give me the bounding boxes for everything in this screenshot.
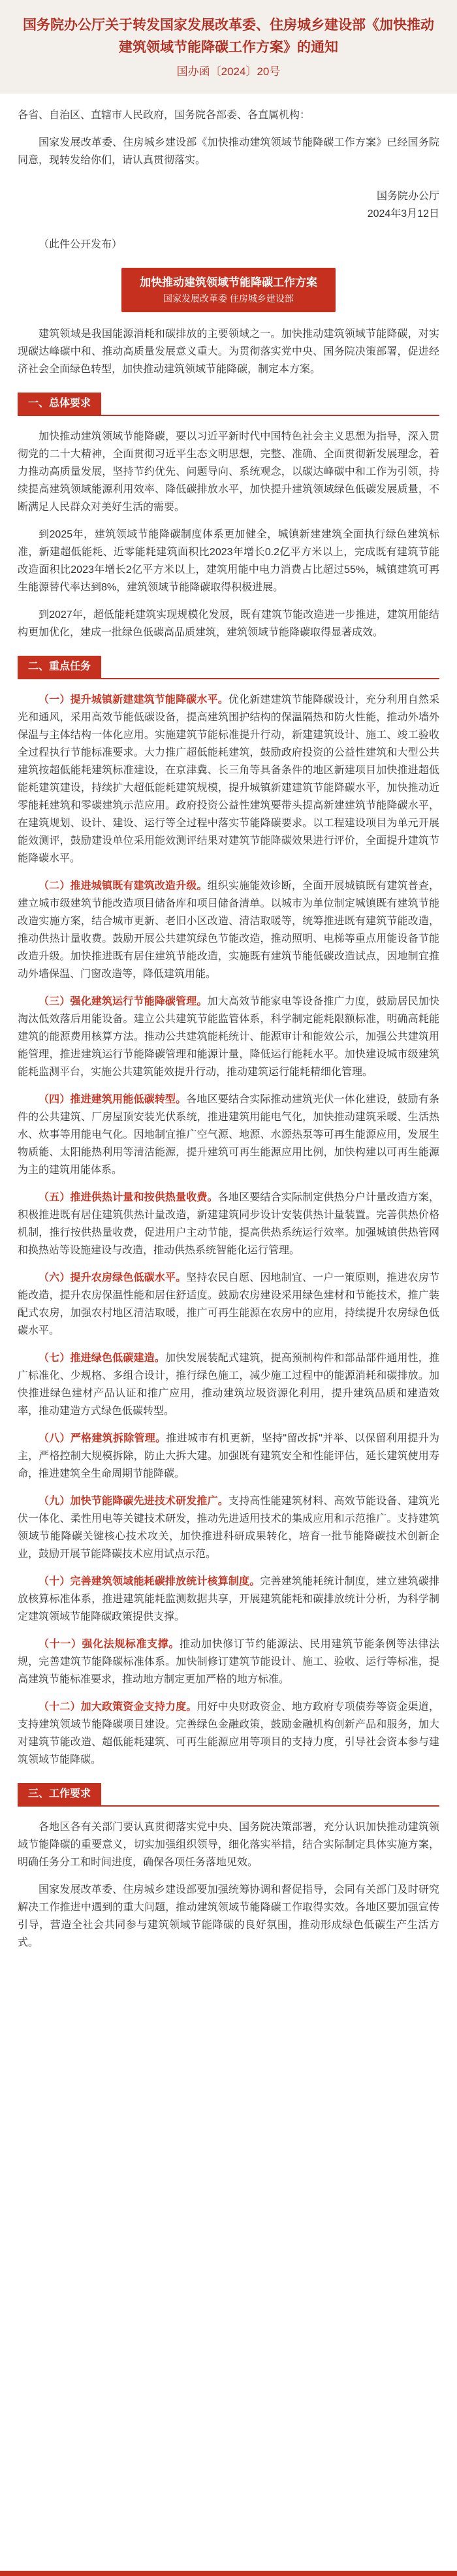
document-number: 国办函〔2024〕20号 (176, 65, 281, 78)
title-block (0, 0, 457, 93)
task-text: 加快发展装配式建筑，提高预制构件和部品部件通用性，推广标准化、少规格、多组合设计，推行绿色施工，减少施工过程中的能源消耗和碳排放。加快推进绿色建材产品认证和推广应用，推动建筑垃圾资源化利用，提升建筑品质和建造效率，推动建造方式绿色低碳转型。 (18, 1353, 439, 1417)
intro-paragraph: 国家发展改革委、住房城乡建设部《加快推动建筑领域节能降碳工作方案》已经国务院同意，现转发给你们，请认真贯彻落实。 (18, 137, 439, 166)
task-text: 坚持农民自愿、因地制宜、一户一策原则，推进农房节能改造，提升农房保温性能和居住舒适度。鼓励农房建设采用绿色建材和节能技术，推广装配式农房，加强农村地区清洁取暖，推广可再生能源在农房中的应用，持续提升农房绿色低碳水平。 (18, 1272, 439, 1336)
publish-note: （此件公开发布） (39, 239, 123, 250)
task-heading: （七）推进绿色低碳建造。 (39, 1353, 165, 1364)
task-heading: （十一）强化法规标准支撑。 (39, 1639, 180, 1650)
task-paragraph (18, 1269, 439, 1340)
plan-title: 加快推动建筑领域节能降碳工作方案 (140, 276, 317, 289)
signer: 国务院办公厅 (376, 191, 439, 202)
task-paragraph (18, 1698, 439, 1769)
task-text: 优化新建建筑节能降碳设计，充分利用自然采光和通风，采用高效节能低碳设备，提高建筑围护结构的保温隔热和防火性能，推动外墙外保温与主体结构一体化应用。实施建筑节能标准提升行动，新建建筑设计、施工、竣工验收全过程执行节能标准要求。大力推广超低能耗建筑，鼓励政府投资的公益性建筑和大型公共建筑按超低能耗建筑标准建设，在京津冀、长三角等具备条件的地区新建项目加快推进超低能耗建筑建设，持续扩大超低能耗建筑规模，提升城镇新建建筑节能降碳水平，加快推动近零能耗建筑和零碳建筑示范应用。政府投资公益性建筑要带头提高新建建筑节能降碳水平，在建筑规划、设计、建设、运行等全过程中落实节能降碳要求。以工程建设项目为单元开展能效测评，鼓励建设单位采用能效测评结果对建筑节能降碳效果进行评价，全面提升建筑节能降碳水平。 (18, 694, 439, 864)
task-heading: （十）完善建筑领域能耗碳排放统计核算制度。 (39, 1576, 260, 1587)
task-text: 各地区要结合实际制定供热分户计量改造方案，积极推进既有居住建筑供热计量改造，新建建筑同步设计安装供热计量装置。完善供热价格机制，推行按供热量收费，促进用户主动节能，提高供热系统运行效率。加强城镇供热管网和换热站等设施建设与改造，推动供热系统智能化运行管理。 (18, 1192, 439, 1256)
task-heading: （一）提升城镇新建建筑节能降碳水平。 (39, 694, 228, 705)
task-text: 推进城市有机更新，坚持"留改拆"并举、以保留利用提升为主，严格控制大规模拆除，防止大拆大建。加强既有建筑安全和性能评估，延长建筑使用寿命，推进建筑全生命周期节能降碳。 (18, 1433, 439, 1479)
task-text: 加大高效节能家电等设备推广力度，鼓励居民加快淘汰低效落后用能设备。建立公共建筑节能监管体系，科学制定能耗限额标准，明确高耗能建筑的能源费用核算方法。推动公共建筑能耗统计、能源审计和能效公示，加强公共建筑用能管理，推进建筑运行节能降碳管理和能源计量，降低运行能耗水平。加快建设城市级建筑能耗监测平台，实施公共建筑能效提升行动，推动建筑运行能耗精细化管理。 (18, 996, 439, 1078)
general-paragraph-3: 到2027年，超低能耗建筑实现规模化发展，既有建筑节能改造进一步推进，建筑用能结构更加优化，建成一批绿色低碳高品质建筑，建筑领域节能降碳取得显著成效。 (18, 609, 439, 638)
bottom-accent-bar (0, 2571, 457, 2576)
task-heading: （八）严格建筑拆除管理。 (39, 1433, 166, 1444)
task-text: 用好中央财政资金、地方政府专项债券等资金渠道，支持建筑领域节能降碳项目建设。完善绿色金融政策，鼓励金融机构创新产品和服务，加大对建筑节能改造、超低能耗建筑、可再生能源应用等项目的支持力度，引导社会资本参与建筑领域节能降碳。 (18, 1701, 439, 1765)
section-label: 二、重点任务 (18, 656, 101, 678)
plan-issuers: 国家发展改革委 住房城乡建设部 (163, 293, 294, 304)
section-heading-requirements (18, 1783, 439, 1807)
plan-banner-wrap (18, 268, 439, 312)
task-heading: （九）加快节能降碳先进技术研发推广。 (39, 1496, 228, 1507)
task-paragraph (18, 1091, 439, 1179)
task-heading: （二）推进城镇既有建筑改造升级。 (39, 880, 208, 892)
page-title: 国务院办公厅关于转发国家发展改革委、住房城乡建设部《加快推动建筑领域节能降碳工作方案》的通知 (23, 18, 434, 55)
task-heading: （三）强化建筑运行节能降碳管理。 (39, 996, 208, 1007)
task-paragraph (18, 877, 439, 983)
section-label: 一、总体要求 (18, 393, 101, 415)
task-paragraph (18, 1635, 439, 1688)
document-body (0, 93, 457, 1952)
section-heading-tasks (18, 656, 439, 679)
general-paragraph-1: 加快推动建筑领域节能降碳，要以习近平新时代中国特色社会主义思想为指导，深入贯彻党的二十大精神，全面贯彻习近平生态文明思想，完整、准确、全面贯彻新发展理念，着力推动高质量发展，坚持节约优先、问题导向、系统观念，以碳达峰碳中和工作为引领，持续提高建筑领域能源利用效率、降低碳排放水平，加快提升建筑领域绿色低碳发展质量，不断满足人民群众对美好生活的需要。 (18, 431, 439, 513)
addressee: 各省、自治区、直辖市人民政府，国务院各部委、各直属机构： (18, 110, 311, 121)
general-paragraph-2: 到2025年，建筑领域节能降碳制度体系更加健全，城镇新建建筑全面执行绿色建筑标准，新建超低能耗、近零能耗建筑面积比2023年增长0.2亿平方米以上，完成既有建筑节能改造面积比2023年增长2亿平方米以上，建筑用能中电力消费占比超过55%，城镇建筑可再生能源替代率达到8%，建筑领域节能降碳取得积极进展。 (18, 529, 439, 593)
task-heading: （五）推进供热计量和按供热量收费。 (39, 1192, 218, 1203)
task-heading: （十二）加大政策资金支持力度。 (39, 1701, 197, 1713)
task-text: 组织实施能效诊断，全面开展城镇既有建筑普查，建立城市级建筑节能改造项目储备库和项目储备清单。以城市为单位制定城镇既有建筑节能改造实施方案，结合城市更新、老旧小区改造、清洁取暖等，统筹推进既有建筑节能改造，推动供热计量收费。鼓励开展公共建筑绿色节能改造，推动照明、电梯等重点用能设备节能改造升级。加快推进既有居住建筑节能改造，实施既有建筑节能低碳改造试点，因地制宜推动外墙保温、门窗改造等，降低建筑用能。 (18, 880, 439, 980)
task-paragraph (18, 1189, 439, 1259)
task-paragraph (18, 993, 439, 1081)
task-paragraph (18, 1349, 439, 1420)
task-text: 支持高性能建筑材料、高效节能设备、建筑光伏一体化、柔性用电等关键技术研发，推动先进适用技术的集成应用和示范推广。支持建筑领域节能降碳关键核心技术攻关，加快推进科研成果转化，培育一批节能降碳技术创新企业，鼓励开展节能降碳技术应用试点示范。 (18, 1496, 439, 1560)
task-paragraph (18, 691, 439, 867)
requirement-paragraph-1: 各地区各有关部门要认真贯彻落实党中央、国务院决策部署，充分认识加快推动建筑领域节能降碳的重要意义，切实加强组织领导，细化落实举措，结合实际制定具体实施方案，明确任务分工和时间进度，确保各项任务落地见效。 (18, 1822, 439, 1868)
task-text: 各地区要结合实际推动建筑光伏一体化建设，鼓励有条件的公共建筑、厂房屋顶安装光伏系统，推进建筑用能电气化，加快推动建筑采暖、生活热水、炊事等用能电气化。因地制宜推广空气源、地源、水源热泵等可再生能源应用，发展生物质能、太阳能热利用等清洁能源，提升建筑可再生能源应用比例，加快构建以可再生能源为主的建筑用能体系。 (18, 1094, 439, 1176)
task-paragraph (18, 1430, 439, 1483)
requirement-paragraph-2: 国家发展改革委、住房城乡建设部要加强统筹协调和督促指导，会同有关部门及时研究解决工作推进中遇到的重大问题，推动建筑领域节能降碳工作取得实效。各地区要加强宣传引导，营造全社会共同参与建筑领域节能降碳的良好氛围，推动形成绿色低碳生产生活方式。 (18, 1884, 439, 1948)
plan-banner (121, 268, 336, 312)
section-label: 三、工作要求 (18, 1783, 101, 1805)
sign-date: 2024年3月12日 (367, 208, 439, 219)
section-heading-general (18, 393, 439, 416)
task-paragraph (18, 1492, 439, 1563)
task-text: 推动加快修订节约能源法、民用建筑节能条例等法律法规，完善建筑节能降碳标准体系。加快制修订建筑节能设计、施工、验收、运行等标准，提高建筑节能标准要求，推动地方制定更加严格的地方标准。 (18, 1639, 439, 1685)
task-paragraph (18, 1573, 439, 1626)
preface-paragraph: 建筑领域是我国能源消耗和碳排放的主要领域之一。加快推动建筑领域节能降碳，对实现碳达峰碳中和、推动高质量发展意义重大。为贯彻落实党中央、国务院决策部署，促进经济社会全面绿色转型，加快推动建筑领域节能降碳，制定本方案。 (18, 329, 439, 375)
task-heading: （四）推进建筑用能低碳转型。 (39, 1094, 187, 1105)
task-text: 完善建筑能耗统计制度，建立建筑碳排放核算标准体系，推进建筑能耗监测数据共享，开展建筑能耗和碳排放统计分析，为科学制定建筑领域节能降碳政策提供支撑。 (18, 1576, 439, 1622)
task-heading: （六）提升农房绿色低碳水平。 (39, 1272, 187, 1283)
